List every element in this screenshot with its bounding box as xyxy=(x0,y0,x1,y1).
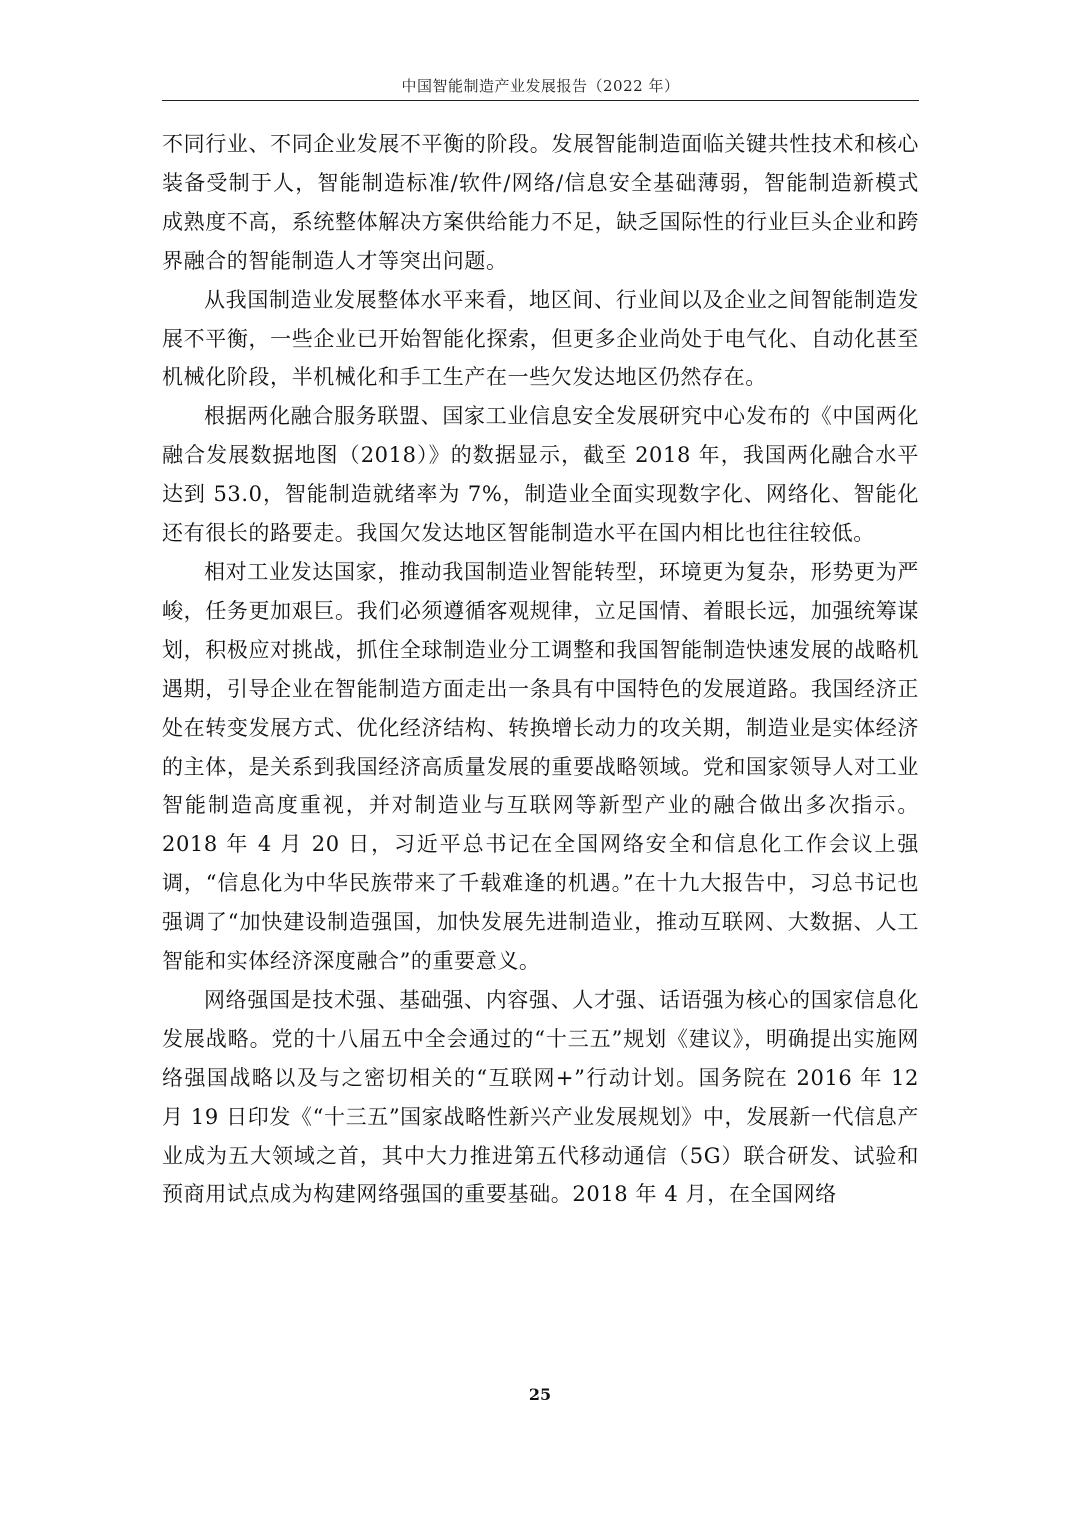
running-header: 中国智能制造产业发展报告（2022 年） xyxy=(401,77,680,95)
header-rule xyxy=(162,100,919,101)
paragraph-5: 网络强国是技术强、基础强、内容强、人才强、话语强为核心的国家信息化发展战略。党的十八届五中全会通过的“十三五”规划《建议》，明确提出实施网络强国战略以及与之密切相关的“互联网+”行动计划。国务院在 2016 年 12 月 19 日印发《“十三五”国家战略性新兴产业发展规划》中，发展新一代信息产业成为五大领域之首，其中大力推进第五代移动通信（5G）联合研发、试验和预商用试点成为构建网络强国的重要基础。2018 年 4 月，在全国网络 xyxy=(162,987,919,1207)
paragraph-1: 不同行业、不同企业发展不平衡的阶段。发展智能制造面临关键共性技术和核心装备受制于人，智能制造标准/软件/网络/信息安全基础薄弱，智能制造新模式成熟度不高，系统整体解决方案供给能力不足，缺乏国际性的行业巨头企业和跨界融合的智能制造人才等突出问题。 xyxy=(162,132,919,273)
page-number: 25 xyxy=(528,1385,552,1404)
paragraph-4: 相对工业发达国家，推动我国制造业智能转型，环境更为复杂，形势更为严峻，任务更加艰巨。我们必须遵循客观规律，立足国情、着眼长远，加强统筹谋划，积极应对挑战，抓住全球制造业分工调整和我国智能制造快速发展的战略机遇期，引导企业在智能制造方面走出一条具有中国特色的发展道路。我国经济正处在转变发展方式、优化经济结构、转换增长动力的攻关期，制造业是实体经济的主体，是关系到我国经济高质量发展的重要战略领域。党和国家领导人对工业智能制造高度重视，并对制造业与互联网等新型产业的融合做出多次指示。2018 年 4 月 20 日，习近平总书记在全国网络安全和信息化工作会议上强调，“信息化为中华民族带来了千载难逢的机遇。”在十九大报告中，习总书记也强调了“加快建设制造强国，加快发展先进制造业，推动互联网、大数据、人工智能和实体经济深度融合”的重要意义。 xyxy=(162,559,919,974)
body-text xyxy=(162,125,919,1214)
paragraph-3: 根据两化融合服务联盟、国家工业信息安全发展研究中心发布的《中国两化融合发展数据地图（2018）》的数据显示，截至 2018 年，我国两化融合水平达到 53.0，智能制造就绪率为 7%，制造业全面实现数字化、网络化、智能化还有很长的路要走。我国欠发达地区智能制造水平在国内相比也往往较低。 xyxy=(162,404,919,546)
paragraph-2: 从我国制造业发展整体水平来看，地区间、行业间以及企业之间智能制造发展不平衡，一些企业已开始智能化探索，但更多企业尚处于电气化、自动化甚至机械化阶段，半机械化和手工生产在一些欠发达地区仍然存在。 xyxy=(162,287,919,390)
